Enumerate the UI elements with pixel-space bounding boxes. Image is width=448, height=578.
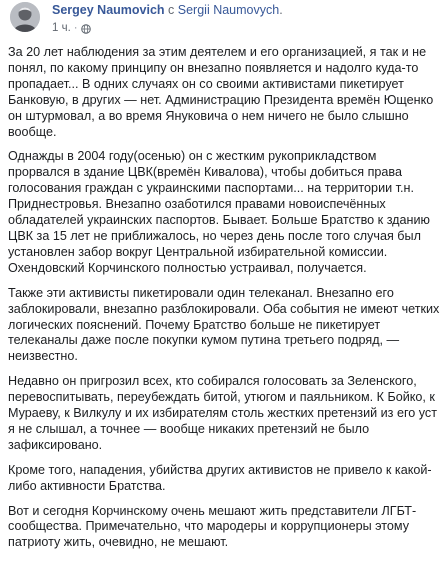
avatar-image — [10, 2, 40, 32]
post-header — [10, 2, 438, 42]
post-time-link[interactable]: 1 ч. — [52, 22, 71, 34]
post-paragraph-5: Кроме того, нападения, убийства других активистов не привело к какой-либо активности Братства. — [8, 462, 432, 493]
post-paragraph-6: Вот и сегодня Корчинскому очень мешают жить представители ЛГБТ-сообщества. Примечательно, что мародеры и коррупционеры этому патриоту жить, очевидно, не мешают. — [8, 503, 417, 550]
author-line: Sergey Naumovich с Sergii Naumovych. — [52, 3, 283, 17]
post-body — [8, 45, 440, 560]
author-avatar[interactable] — [10, 2, 40, 32]
post-paragraph-2: Однажды в 2004 году(осенью) он с жестким рукоприкладством прорвался в здание ЦВК(времён Кивалова), чтобы добиться права голосования граждан с украинскими паспортами... на территории т.н. Приднестровья. Внезапно озаботился правами новоиспечённых обладателей украинских паспортов. Бывает. Больше Братство к зданию ЦВК за 15 лет не приближалось, но через день после того случая был установлен забор вокруг Центральной избирательной комиссии. Охендовский Корчинского полностью устраивал, получается. — [8, 149, 430, 275]
post-paragraph-1: За 20 лет наблюдения за этим деятелем и его организацией, я так и не понял, по какому принципу он внезапно появляется и надолго куда-то пропадает... В одних случаях он со своими активистами пикетирует Банковую, в других — нет. Администрацию Президента времён Ющенко он штурмовал, а во время Януковича о нем ничего не было слышно вообще. — [8, 45, 434, 139]
with-word: с — [168, 3, 175, 17]
meta-separator: · — [73, 22, 78, 34]
post-timestamp-line — [52, 21, 432, 36]
post-meta — [52, 2, 432, 36]
tagged-person-link[interactable]: Sergii Naumovych — [177, 3, 280, 17]
post-paragraph-4: Недавно он пригрозил всех, кто собирался голосовать за Зеленского, перевоспитывать, переубеждать битой, утюгом и паяльником. К Бойко, к Мураеву, к Вилкулу и их избирателям столь жестких претензий из его уст я не слышал, а точнее — вообще никаких претензий не было зафиксировано. — [8, 374, 437, 452]
globe-icon[interactable] — [81, 24, 91, 34]
post-paragraph-3: Также эти активисты пикетировали один телеканал. Внезапно его заблокировали, внезапно разблокировали. Оба события не имеют четких логических пояснений. Почему Братство больше не пикетирует телеканалы даже после покупки кумом путина третьего подряд, — неизвестно. — [8, 285, 440, 364]
author-name-link[interactable]: Sergey Naumovich — [52, 3, 165, 17]
